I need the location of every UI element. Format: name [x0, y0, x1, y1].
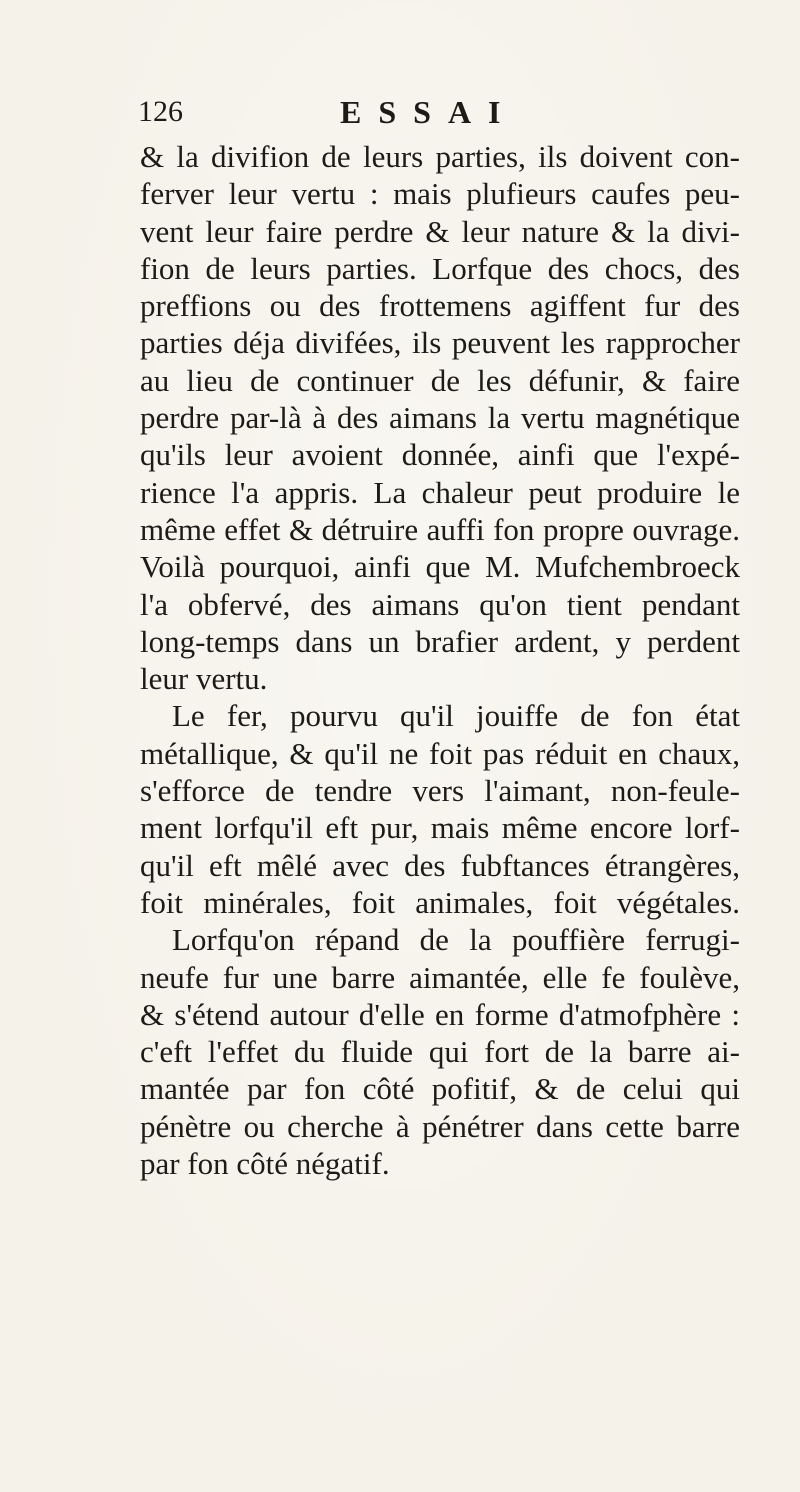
text-line: & s'étend autour d'elle en forme d'atmofphère : — [140, 996, 740, 1032]
body-text — [140, 138, 740, 1182]
text-line: leur vertu. — [140, 661, 268, 697]
text-line: l'a obfervé, des aimans qu'on tient pendant — [140, 586, 740, 622]
text-line: mantée par fon côté pofitif, & de celui qui — [140, 1071, 740, 1107]
text-line: c'eft l'effet du fluide qui fort de la barre ai- — [140, 1034, 740, 1070]
text-line: qu'il eft mêlé avec des fubftances étrangères, — [140, 847, 740, 883]
text-line: qu'ils leur avoient donnée, ainfi que l'expé- — [140, 437, 740, 473]
text-line: rience l'a appris. La chaleur peut produire le — [140, 474, 740, 510]
text-line: Lorfqu'on répand de la pouffière ferrugi- — [172, 922, 740, 958]
text-line: par fon côté négatif. — [140, 1146, 390, 1182]
text-line: & la divifion de leurs parties, ils doivent con- — [140, 139, 740, 174]
text-line: Voilà pourquoi, ainfi que M. Mufchembroeck — [140, 549, 740, 585]
page-number: 126 — [138, 95, 183, 128]
text-line: ment lorfqu'il eft pur, mais même encore lorf- — [140, 810, 740, 846]
text-line: pénètre ou cherche à pénétrer dans cette barre — [140, 1108, 740, 1144]
text-line: preffions ou des frottemens agiffent fur des — [140, 288, 740, 324]
text-line: long-temps dans un brafier ardent, y perdent — [140, 623, 740, 659]
text-line: fion de leurs parties. Lorfque des chocs, des — [140, 250, 740, 286]
text-line: métallique, & qu'il ne foit pas réduit en chaux, — [140, 735, 740, 771]
text-line: même effet & détruire auffi fon propre ouvrage. — [140, 511, 740, 547]
text-line: Le fer, pourvu qu'il jouiffe de fon état — [172, 698, 740, 734]
page-header — [138, 92, 738, 132]
text-line: au lieu de continuer de les défunir, & faire — [140, 362, 740, 398]
running-title: ESSAI — [340, 94, 518, 130]
text-line: ferver leur vertu : mais plufieurs caufes peu- — [140, 176, 740, 212]
text-line: parties déja divifées, ils peuvent les rapprocher — [140, 325, 740, 361]
text-line: s'efforce de tendre vers l'aimant, non-feule- — [140, 773, 740, 809]
text-line: neufe fur une barre aimantée, elle fe foulève, — [140, 959, 740, 995]
text-line: perdre par-là à des aimans la vertu magnétique — [140, 400, 740, 436]
text-line: foit minérales, foit animales, foit végétales. — [140, 884, 740, 920]
text-line: vent leur faire perdre & leur nature & la divi- — [140, 213, 740, 249]
